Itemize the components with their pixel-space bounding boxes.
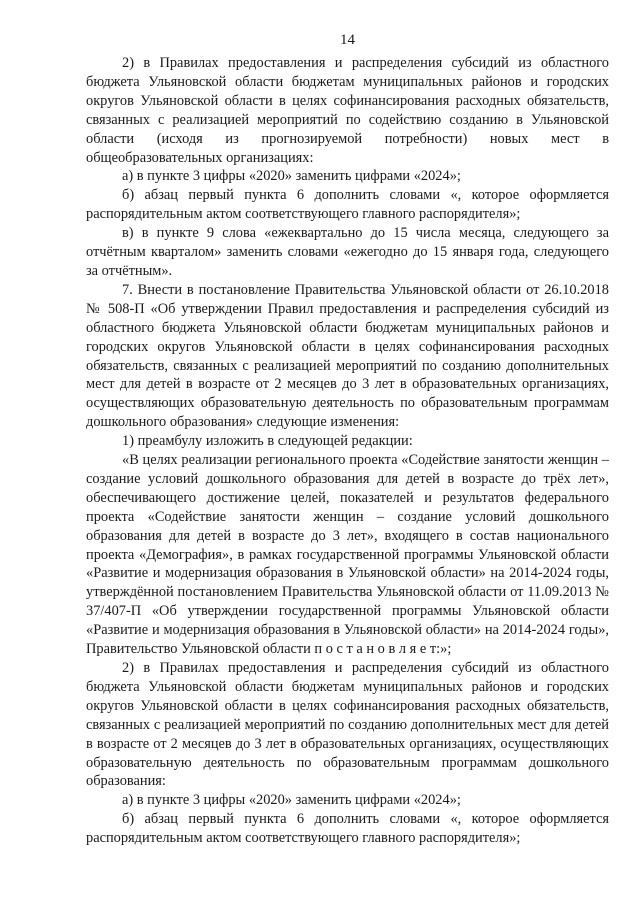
paragraph-2a: а) в пункте 3 цифры «2020» заменить цифрами «2024»;: [122, 168, 461, 185]
document-page: [86, 30, 609, 848]
paragraph-preamble-text: «В целях реализации регионального проекта «Содействие занятости женщин – создание условий дошкольного образования для детей в возрасте до трёх лет», обеспечивающего достижение целей, показателей и результатов федерального проекта «Содействие занятости женщин – создание условий дошкольного образования для детей в возрасте до 3 лет», входящего в состав национального проекта «Демография», в рамках государственной программы Ульяновской области «Развитие и модернизация образования в Ульяновской области» на 2014-2024 годы, утверждённой постановлением Правительства Ульяновской области от 11.09.2013 № 37/407-П «Об утверждении государственной программы Ульяновской области «Развитие и модернизация образования в Ульяновской области» на 2014-2024 годы», Правительство Ульяновской области п о с т а н о в л я е т:»;: [86, 452, 609, 658]
paragraph-2-subsidies-general-education: 2) в Правилах предоставления и распределения субсидий из областного бюджета Ульяновской области бюджетам муниципальных районов и городских округов Ульяновской области в целях софинансирования расходных обязательств, связанных с реализацией мероприятий по содействию созданию в Ульяновской области (исходя из прогнозируемой потребности) новых мест в общеобразовательных организациях:: [86, 55, 609, 166]
paragraph-2b: б) абзац первый пункта 6 дополнить словами «, которое оформляется распорядительным актом соответствующего главного распорядителя»;: [86, 187, 609, 223]
page-number: 14: [340, 32, 355, 48]
paragraph-7-1-preamble: 1) преамбулу изложить в следующей редакции:: [122, 433, 413, 450]
paragraph-2c: в) в пункте 9 слова «ежеквартально до 15 числа месяца, следующего за отчётным кварталом» заменить словами «ежегодно до 15 января года, следующего за отчётным».: [86, 225, 609, 279]
paragraph-7-2a: а) в пункте 3 цифры «2020» заменить цифрами «2024»;: [122, 792, 461, 809]
paragraph-7-2b: б) абзац первый пункта 6 дополнить словами «, которое оформляется распорядительным актом соответствующего главного распорядителя»;: [86, 811, 609, 847]
paragraph-7-2-rules: 2) в Правилах предоставления и распределения субсидий из областного бюджета Ульяновской области бюджетам муниципальных районов и городских округов Ульяновской области в целях софинансирования расходных обязательств, связанных с реализацией мероприятий по созданию дополнительных мест для детей в возрасте от 2 месяцев до 3 лет в образовательных организациях, осуществляющих образовательную деятельность по образовательным программам дошкольного образования:: [86, 660, 609, 790]
paragraph-7-amend-resolution-508: 7. Внести в постановление Правительства Ульяновской области от 26.10.2018 № 508-П «Об утверждении Правил предоставления и распределения субсидий из областного бюджета Ульяновской области бюджетам муниципальных районов и городских округов Ульяновской области в целях софинансирования расходных обязательств, связанных с реализацией мероприятий по созданию дополнительных мест для детей в возрасте от 2 месяцев до 3 лет в образовательных организациях, осуществляющих образовательную деятельность по образовательным программам дошкольного образования» следующие изменения:: [86, 281, 609, 431]
